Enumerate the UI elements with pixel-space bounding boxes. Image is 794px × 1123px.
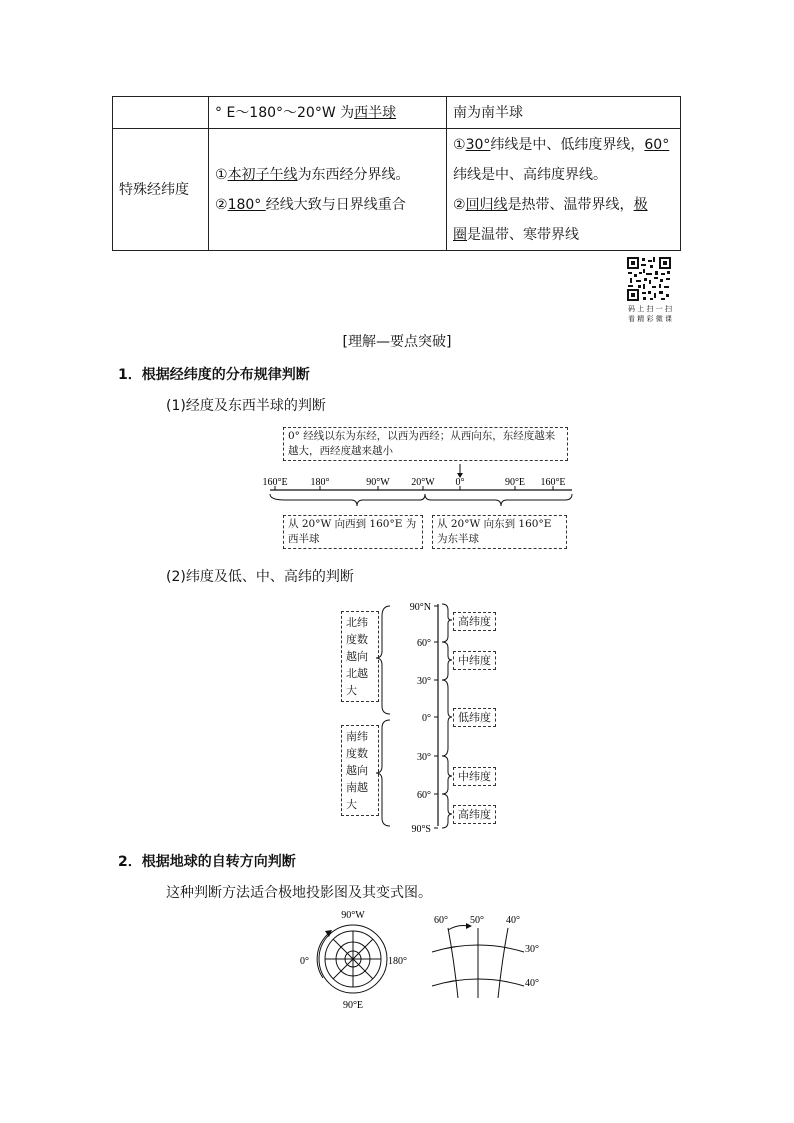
lat-tick-label: 60° [417, 638, 431, 649]
cell-text: 纬线是中、高纬度界线。 [453, 166, 607, 183]
longitude-note-box: 0° 经线以东为东经，以西为西经；从西向东，东经度越来越大，西经度越来越小 [283, 427, 568, 461]
table-row [113, 97, 681, 129]
lon-tick-label: 160°E [540, 477, 566, 488]
cell-text: 南为南半球 [453, 104, 523, 121]
table-row [113, 129, 681, 251]
cell-underlined: 极 [633, 196, 648, 213]
high-lat-brace [442, 604, 452, 642]
cell-text: 为东西经分界线。 [297, 166, 410, 183]
row-label [113, 129, 209, 251]
zone-label-high: 高纬度 [453, 805, 496, 824]
lon-tick-label: 180° [310, 477, 330, 488]
cell-text: 是热带、温带界线， [507, 196, 634, 213]
zone-label-high: 高纬度 [453, 612, 496, 631]
latitude-axis [376, 596, 526, 836]
qr-caption-line: 码 上 扫 一 扫 [628, 305, 672, 313]
polar-projection-diagram [292, 906, 422, 1012]
cell-text: 纬线是中、低纬度界线， [490, 136, 645, 153]
special-lat-lon-label: 特殊经纬度 [119, 181, 189, 198]
cell-underlined: 回归线 [465, 196, 508, 213]
cell-text: 经线大致与日界线重合 [265, 196, 406, 213]
cell-text: ° E～180°～20°W 为 [215, 104, 355, 121]
lon-tick-label: 0° [455, 477, 465, 488]
cell-text: ① [453, 136, 466, 153]
lat-tick-label: 90°S [411, 824, 431, 835]
grid-label-60: 60° [434, 915, 448, 926]
heading-1: 1．根据经纬度的分布规律判断 [118, 367, 310, 383]
cell-text: 是温带、寒带界线 [467, 226, 579, 243]
qr-caption-line: 看 精 彩 微 课 [628, 315, 672, 323]
polar-label-bottom: 90°E [342, 1000, 364, 1011]
north-lat-box: 北纬度数越向北越大 [341, 611, 379, 702]
table-cell [447, 97, 681, 129]
cell-text: ① [215, 166, 228, 183]
west-hemisphere-box: 从 20°W 向西到 160°E 为西半球 [283, 515, 423, 549]
table-cell [209, 97, 447, 129]
lat-tick-label: 30° [417, 752, 431, 763]
cell-underlined: 圈 [453, 226, 467, 243]
low-lat-brace [442, 680, 452, 756]
cell-underlined: 本初子午线 [227, 166, 298, 183]
south-brace [376, 720, 390, 826]
qr-caption [621, 304, 679, 324]
longitude-axis [262, 460, 585, 516]
east-hemisphere-box: 从 20°W 向东到 160°E 为东半球 [432, 515, 567, 549]
cell-underlined: 西半球 [354, 104, 397, 121]
mid-lat-brace [442, 642, 452, 680]
cell-underlined: 60° [644, 136, 670, 153]
high-lat-brace [442, 794, 452, 828]
north-brace [376, 606, 390, 714]
subheading-latitude: (2)纬度及低、中、高纬的判断 [166, 569, 354, 585]
features-table [112, 96, 681, 251]
heading-2: 2．根据地球的自转方向判断 [118, 854, 296, 870]
polar-label-left: 0° [300, 956, 309, 967]
grid-label-40-lat: 40° [525, 978, 539, 989]
zone-label-mid: 中纬度 [453, 767, 496, 786]
lon-tick-label: 160°E [262, 477, 288, 488]
lon-tick-label: 20°W [411, 477, 435, 488]
polar-grid [317, 925, 387, 993]
east-brace [425, 494, 572, 506]
lat-tick-label: 60° [417, 790, 431, 801]
grid-label-30: 30° [525, 944, 539, 955]
cell-underlined: 180° [227, 196, 266, 213]
cell-text: ② [215, 196, 228, 213]
grid-label-40: 40° [506, 915, 520, 926]
grid-label-50: 50° [470, 915, 484, 926]
table-cell [447, 129, 681, 251]
lat-tick-label: 0° [422, 713, 431, 724]
lat-tick-label: 30° [417, 676, 431, 687]
lat-tick-label: 90°N [409, 602, 431, 613]
zone-label-mid: 中纬度 [453, 651, 496, 670]
west-brace [270, 494, 425, 506]
lon-tick-label: 90°W [366, 477, 390, 488]
mid-lat-brace [442, 756, 452, 794]
grid-variant-diagram [428, 910, 558, 1002]
zone-label-low: 低纬度 [453, 708, 496, 727]
rotation-text: 这种判断方法适合极地投影图及其变式图。 [166, 885, 432, 901]
grid-lines [432, 926, 524, 999]
polar-label-top: 90°W [341, 910, 365, 921]
cell-text: ② [453, 196, 466, 213]
lon-tick-label: 90°E [504, 477, 526, 488]
table-cell-empty [113, 97, 209, 129]
section-title: [理解—要点突破] [342, 334, 452, 350]
subheading-longitude: (1)经度及东西半球的判断 [166, 398, 326, 414]
table-cell [209, 129, 447, 251]
polar-label-right: 180° [388, 956, 407, 967]
qr-code[interactable] [626, 256, 672, 302]
south-lat-box: 南纬度数越向南越大 [341, 725, 379, 816]
cell-underlined: 30° [465, 136, 491, 153]
